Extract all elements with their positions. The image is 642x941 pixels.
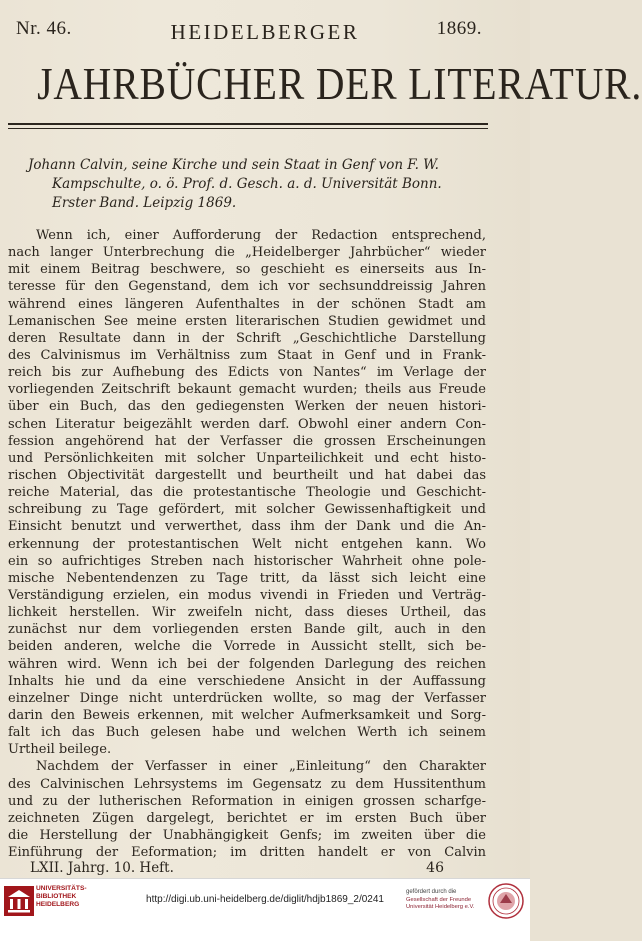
text-line: Inhalts hie und da eine verschiedene Ansicht in der Auffassung	[8, 673, 486, 689]
page-title: JAHRBÜCHER DER LITERATUR.	[37, 58, 642, 109]
review-citation	[28, 156, 508, 213]
text-line: reich bis zur Aufhebung des Edicts von Nantes“ im Verlage der	[8, 365, 486, 381]
text-line: reiche Material, das die protestantische Theologie und Geschicht-	[8, 485, 486, 501]
text-line: Nachdem der Verfasser in einer „Einleitung“ den Charakter	[36, 759, 486, 775]
text-line: falt ich das Buch gelesen habe und welchen Werth ich seinem	[8, 725, 486, 741]
issue-number: Nr. 46.	[16, 18, 72, 39]
sponsor-label: gefördert durch die	[406, 889, 457, 895]
text-line: beiden anderen, welche die Vorrede in Aussicht stellt, sich be-	[8, 639, 486, 655]
sponsor-name[interactable]: Gesellschaft der Freunde Universität Heidelberg e.V.	[406, 897, 475, 910]
publication-year: 1869.	[436, 18, 482, 39]
text-line: deren Resultate dann in der Schrift „Geschichtliche Darstellung	[8, 330, 486, 346]
text-line: des Calvinismus im Verhältniss zum Staat in Genf und in Frank-	[8, 347, 486, 363]
article-body	[8, 227, 486, 861]
text-line: mit einem Beitrag beschwere, so geschieht es einerseits aus In-	[8, 262, 486, 278]
text-line: Wenn ich, einer Aufforderung der Redaction entsprechend,	[36, 228, 486, 243]
text-line: zunächst nur dem vorliegenden ersten Bande gilt, auch in den	[8, 622, 486, 638]
title-rule-thick	[8, 123, 488, 125]
text-line: zeichneten Zügen dargelegt, berichtet er im ersten Buch über	[8, 810, 486, 826]
text-line: Lemanischen See meine ersten literarischen Studien gewidmet und	[8, 313, 486, 329]
text-line: fession angehörend hat der Verfasser die grossen Erscheinungen	[8, 433, 486, 449]
digitization-footer-bar	[0, 878, 530, 941]
text-line: nach langer Unterbrechung die „Heidelberger Jahrbücher“ wieder	[8, 245, 486, 261]
sponsor-credit	[406, 889, 488, 911]
citation-line: Erster Band. Leipzig 1869.	[52, 195, 237, 211]
text-line: des Calvinischen Lehrsystems im Gegensatz zu dem Hussitenthum	[8, 776, 486, 792]
volume-signature: LXII. Jahrg. 10. Heft.	[30, 860, 174, 876]
text-line: rischen Objectivität dargestellt und beurtheilt und hat dabei das	[8, 467, 486, 483]
permalink-url[interactable]: http://digi.ub.uni-heidelberg.de/diglit/hdjb1869_2/0241	[146, 894, 384, 905]
journal-name: HEIDELBERGER	[170, 20, 360, 44]
text-line: währen wird. Wenn ich bei der folgenden Darlegung des reichen	[8, 656, 486, 672]
text-line: darin den Beweis erkennen, mit welcher Aufmerksamkeit und Sorg-	[8, 707, 486, 723]
text-line: über ein Buch, das den gediegensten Werken der neuen histori-	[8, 399, 486, 415]
text-line: vorliegenden Zeitschrift bekaunt gemacht wurden; theils aus Freude	[8, 382, 486, 398]
text-line: Einsicht benutzt und verwerthet, dass ihm der Dank und die An-	[8, 519, 486, 535]
text-line: während eines längeren Aufenthaltes in der schönen Stadt am	[8, 296, 486, 312]
text-line: Urtheil beilege.	[8, 742, 112, 758]
text-line: und Persönlichkeiten mit solcher Unparteilichkeit und echt histo-	[8, 450, 486, 466]
text-line: ein so aufrichtiges Streben nach historischer Wahrheit ohne pole-	[8, 553, 486, 569]
text-line: erkennung der protestantischen Welt nicht entgehen kann. Wo	[8, 536, 486, 552]
text-line: Einführung der Eeformation; im dritten handelt er von Calvin	[8, 845, 486, 861]
citation-line: Kampschulte, o. ö. Prof. d. Gesch. a. d. Universität Bonn.	[52, 176, 442, 192]
text-line: die Herstellung der Unabhängigkeit Genfs; im zweiten über die	[8, 827, 486, 843]
citation-line: Johann Calvin, seine Kirche und sein Staat in Genf von F. W.	[28, 157, 439, 173]
text-line: und zu der lutherischen Reformation in einigen grossen scharfge-	[8, 793, 486, 809]
text-line: schen Literatur beigezählt werden darf. Obwohl einer andern Con-	[8, 416, 486, 432]
text-line: schreibung zu Tage gefördert, mit solcher Gewissenhaftigkeit und	[8, 502, 486, 518]
text-line: lichkeit herstellen. Wir zweifeln nicht, dass dieses Urtheil, das	[8, 605, 486, 621]
title-rule-thin	[8, 128, 488, 129]
text-line: teresse für den Gegenstand, dem ich vor sechsunddreissig Jahren	[8, 279, 486, 295]
university-seal-icon	[488, 883, 524, 919]
text-line: Verständigung erzielen, ein modus vivendi in Frieden und Verträg-	[8, 587, 486, 603]
page-number: 46	[426, 860, 444, 876]
text-line: mische Nebentendenzen zu Tage tritt, da lässt sich leicht eine	[8, 570, 486, 586]
text-line: einzelner Dinge nicht unterdrücken wollte, so mag der Verfasser	[8, 690, 486, 706]
library-name: UNIVERSITÄTS-BIBLIOTHEK HEIDELBERG	[36, 885, 87, 908]
masthead	[0, 12, 530, 52]
